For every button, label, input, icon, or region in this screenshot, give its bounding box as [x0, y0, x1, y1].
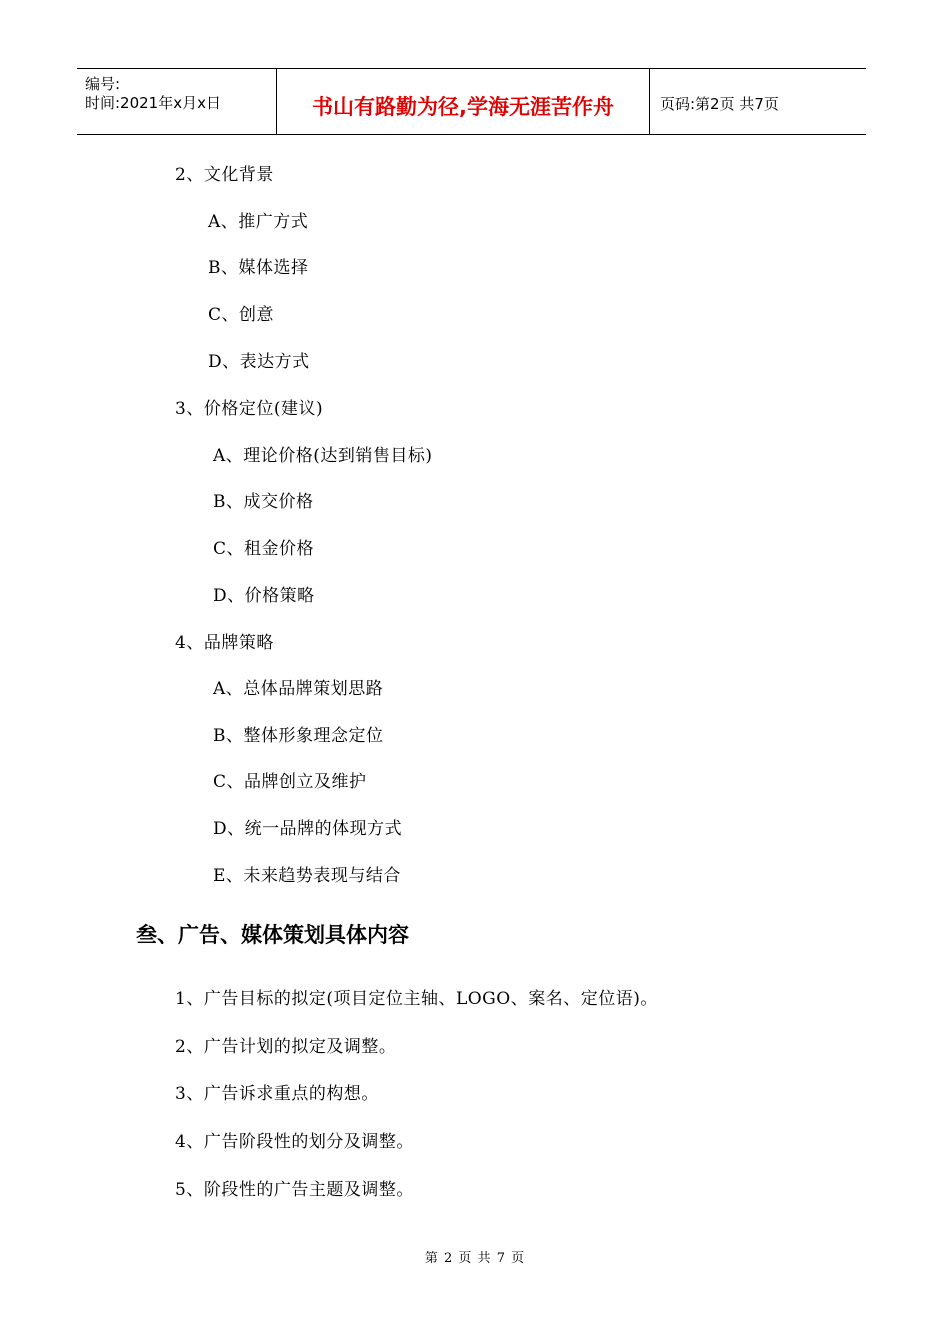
list-item: B、成交价格: [213, 492, 314, 512]
list-item: A、推广方式: [208, 212, 309, 232]
section-title-pricing: 3、价格定位(建议): [175, 399, 324, 419]
list-item: D、统一品牌的体现方式: [213, 819, 403, 839]
list-item: B、整体形象理念定位: [213, 726, 384, 746]
list-item: A、理论价格(达到销售目标): [213, 446, 433, 466]
list-item: B、媒体选择: [208, 258, 309, 278]
section-title-brand: 4、品牌策略: [175, 633, 274, 653]
number-label: 编号:: [85, 75, 121, 93]
list-item: D、价格策略: [213, 586, 315, 606]
list-item: 1、广告目标的拟定(项目定位主轴、LOGO、案名、定位语)。: [175, 989, 658, 1009]
chapter-heading: 叁、广告、媒体策划具体内容: [136, 923, 409, 947]
list-item: 4、广告阶段性的划分及调整。: [175, 1132, 414, 1152]
list-item: D、表达方式: [208, 352, 310, 372]
page-footer: 第 2 页 共 7 页: [424, 1251, 526, 1266]
header-middle-cell: [277, 69, 650, 134]
list-item: E、未来趋势表现与结合: [213, 866, 401, 886]
page-header: [77, 68, 866, 135]
motto-text: 书山有路勤为径,学海无涯苦作舟: [312, 95, 614, 119]
list-item: A、总体品牌策划思路: [213, 679, 384, 699]
list-item: 3、广告诉求重点的构想。: [175, 1084, 379, 1104]
time-label: 时间:2021年x月x日: [85, 94, 221, 112]
header-right-cell: [650, 69, 866, 134]
list-item: 2、广告计划的拟定及调整。: [175, 1037, 397, 1057]
header-left-cell: [77, 69, 277, 134]
page-info: 页码:第2页 共7页: [660, 95, 779, 113]
list-item: C、租金价格: [213, 539, 315, 559]
list-item: C、创意: [208, 305, 275, 325]
section-title-culture: 2、文化背景: [175, 165, 274, 185]
list-item: 5、阶段性的广告主题及调整。: [175, 1180, 414, 1200]
list-item: C、品牌创立及维护: [213, 772, 367, 792]
